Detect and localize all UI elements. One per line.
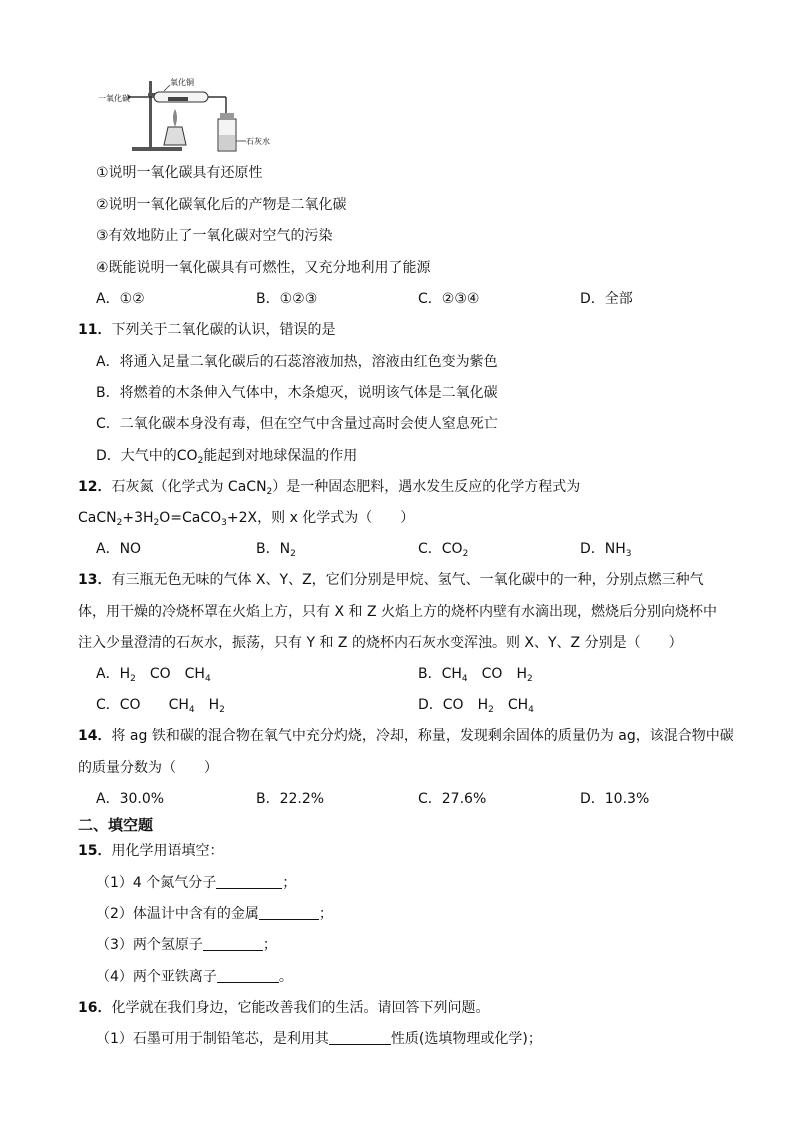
q15-item-1 xyxy=(96,873,296,893)
q13-b-1-sub: 4 xyxy=(461,674,468,684)
eq-part-a: CaCN xyxy=(78,510,117,526)
q16-stem xyxy=(78,998,489,1018)
flame xyxy=(173,109,177,127)
q14-option-d[interactable]: D．10.3% xyxy=(580,791,650,807)
q15-item-2-end: ； xyxy=(318,906,333,922)
co-reduction-apparatus-diagram xyxy=(98,75,278,157)
q12-c-sub: 2 xyxy=(462,549,469,559)
q12-b-sub: 2 xyxy=(290,549,296,559)
q15-item-4-text: （4）两个亚铁离子 xyxy=(96,969,217,985)
eq-sub-b: 2 xyxy=(153,518,160,528)
q14-option-c[interactable]: C．27.6% xyxy=(418,791,487,807)
q10-statement-3: ③有效地防止了一氧化碳对空气的污染 xyxy=(96,228,333,244)
q12-option-a[interactable]: A．NO xyxy=(96,541,142,557)
q15-item-3 xyxy=(96,935,277,955)
q12-equation xyxy=(78,508,414,528)
q12-option-c[interactable] xyxy=(418,539,468,559)
q10-statement-1: ①说明一氧化碳具有还原性 xyxy=(96,165,263,181)
apparatus-label-cuo: 氧化铜 xyxy=(170,78,194,87)
eq-part-d: +2X，则 x 化学式为（ ） xyxy=(226,510,415,526)
q11-option-a[interactable]: A．将通入足量二氧化碳后的石蕊溶液加热，溶液由红色变为紫色 xyxy=(96,354,498,370)
q14-option-b[interactable]: B．22.2% xyxy=(256,791,325,807)
q16-blank-1[interactable] xyxy=(329,1029,391,1045)
q14-line-1-text: 将 ag 铁和碳的混合物在氧气中充分灼烧，冷却，称量，发现剩余固体的质量仍为 ag，该混合物中碳 xyxy=(111,728,734,744)
apparatus-label-co: 一氧化碳 xyxy=(98,94,130,103)
q13-line-2: 体，用干燥的冷烧杯罩在火焰上方，只有 X 和 Z 火焰上方的烧杯内壁有水滴出现，燃烧后分别向烧杯中 xyxy=(78,604,717,620)
q15-item-4-end: 。 xyxy=(278,969,293,985)
copper-oxide xyxy=(168,97,188,101)
q15-item-1-end: ； xyxy=(282,875,297,891)
q15-item-4 xyxy=(96,967,293,987)
q12-d-sub: 3 xyxy=(625,549,632,559)
q14-line-1 xyxy=(78,726,734,746)
q12-c-text: C．CO xyxy=(418,541,463,557)
q11-option-b[interactable]: B．将燃着的木条伸入气体中，木条熄灭，说明该气体是二氧化碳 xyxy=(96,385,498,401)
q11-d-sub: 2 xyxy=(197,456,204,466)
q13-option-a[interactable] xyxy=(96,664,211,684)
q14-option-a[interactable]: A．30.0% xyxy=(96,791,165,807)
q12-d-text: D．NH xyxy=(580,541,626,557)
q12-stem-1: 石灰氮（化学式为 CaCN xyxy=(111,479,267,495)
q13-c-2: H xyxy=(194,697,220,713)
q14-number: 14． xyxy=(78,728,112,744)
q10-option-c[interactable]: C．②③④ xyxy=(418,291,480,307)
q13-b-1: B．CH xyxy=(418,666,462,682)
q12-stem-2: ）是一种固态肥料，遇水发生反应的化学方程式为 xyxy=(272,479,581,495)
q13-option-c[interactable] xyxy=(96,695,225,715)
q13-b-2-sub: 2 xyxy=(526,674,533,684)
q13-option-d[interactable] xyxy=(418,695,534,715)
q15-blank-4[interactable] xyxy=(217,967,279,983)
section-heading-fill-in: 二、填空题 xyxy=(78,816,154,834)
q16-item-1-text: （1）石墨可用于制铅笔芯，是利用其 xyxy=(96,1031,329,1047)
q15-stem-text: 用化学用语填空： xyxy=(111,843,224,859)
q13-a-2-sub: 4 xyxy=(204,674,211,684)
eq-part-c: O=CaCO xyxy=(159,510,222,526)
q13-c-1: C．CO CH xyxy=(96,697,189,713)
q13-b-2: CO H xyxy=(467,666,527,682)
q13-d-1-sub: 2 xyxy=(488,705,494,715)
q13-a-1-sub: 2 xyxy=(130,674,136,684)
q15-blank-1[interactable] xyxy=(216,873,282,889)
q11-stem-text: 下列关于二氧化碳的认识，错误的是 xyxy=(111,322,336,338)
q16-item-1-end: 性质(选填物理或化学)； xyxy=(390,1031,542,1047)
q15-item-3-end: ； xyxy=(262,937,277,953)
eq-sub-c: 3 xyxy=(221,518,227,528)
q13-d-1: D．CO H xyxy=(418,697,489,713)
q16-item-1 xyxy=(96,1029,542,1049)
stand-rod xyxy=(149,81,152,149)
q13-line-1-text: 有三瓶无色无味的气体 X、Y、Z，它们分别是甲烷、氢气、一氧化碳中的一种，分别点燃三种气 xyxy=(111,572,704,588)
eq-sub-a: 2 xyxy=(116,518,123,528)
q13-line-1 xyxy=(78,570,704,590)
q15-item-2-text: （2）体温计中含有的金属 xyxy=(96,906,259,922)
q12-option-b[interactable] xyxy=(256,539,296,559)
q13-option-b[interactable] xyxy=(418,664,533,684)
apparatus-label-limewater: 石灰水 xyxy=(246,137,270,146)
q13-c-1-sub: 4 xyxy=(188,705,195,715)
q13-line-3: 注入少量澄清的石灰水，振荡，只有 Y 和 Z 的烧杯内石灰水变浑浊。则 X、Y、Z 分别是（ ） xyxy=(78,635,683,651)
q13-number: 13． xyxy=(78,572,112,588)
q11-stem xyxy=(78,320,335,340)
q12-b-text: B．N xyxy=(256,541,291,557)
q12-stem xyxy=(78,477,580,497)
q10-statement-2: ②说明一氧化碳氧化后的产物是二氧化碳 xyxy=(96,197,347,213)
q15-item-3-text: （3）两个氢原子 xyxy=(96,937,203,953)
q13-d-2: CH xyxy=(493,697,529,713)
q15-blank-2[interactable] xyxy=(259,904,319,920)
q15-number: 15． xyxy=(78,843,112,859)
q13-a-2: CO CH xyxy=(135,666,205,682)
q13-a-1: A．H xyxy=(96,666,131,682)
q15-stem xyxy=(78,841,223,861)
q14-line-2: 的质量分数为（ ） xyxy=(78,760,218,776)
q13-d-2-sub: 4 xyxy=(528,705,534,715)
q12-stem-sub: 2 xyxy=(266,487,273,497)
q15-item-2 xyxy=(96,904,333,924)
stand-base xyxy=(132,147,182,151)
q15-blank-3[interactable] xyxy=(203,935,263,951)
q10-option-b[interactable]: B．①②③ xyxy=(256,291,318,307)
q15-item-1-text: （1）4 个氮气分子 xyxy=(96,875,217,891)
q11-d-text-1: D．大气中的CO xyxy=(96,448,198,464)
q13-c-2-sub: 2 xyxy=(219,705,225,715)
q11-number: 11． xyxy=(78,322,112,338)
q16-stem-text: 化学就在我们身边，它能改善我们的生活。请回答下列问题。 xyxy=(111,1000,490,1016)
q10-option-a[interactable]: A．①② xyxy=(96,291,145,307)
eq-part-b: +3H xyxy=(122,510,154,526)
q11-d-text-2: 能起到对地球保温的作用 xyxy=(203,448,358,464)
q10-option-d[interactable]: D．全部 xyxy=(580,291,633,307)
q11-option-d[interactable] xyxy=(96,446,357,466)
q16-number: 16． xyxy=(78,1000,112,1016)
q11-option-c[interactable]: C．二氧化碳本身没有毒，但在空气中含量过高时会使人窒息死亡 xyxy=(96,416,498,432)
q12-number: 12． xyxy=(78,479,112,495)
q12-option-d[interactable] xyxy=(580,539,632,559)
q10-statement-4: ④既能说明一氧化碳具有可燃性，又充分地利用了能源 xyxy=(96,260,431,276)
